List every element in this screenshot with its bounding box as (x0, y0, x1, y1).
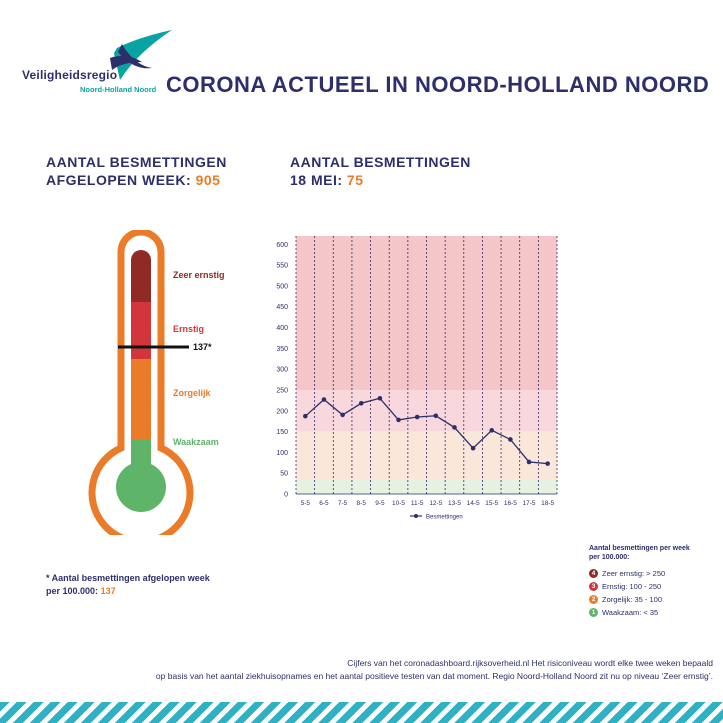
x-tick-label: 16-5 (503, 500, 517, 507)
logo-text: Veiligheidsregio (22, 68, 118, 82)
legend-item-zeer-ernstig (589, 567, 714, 580)
x-tick-label: 14-5 (466, 500, 480, 507)
data-point (396, 418, 401, 423)
decorative-stripe (0, 702, 723, 723)
level-2-icon: 2 (589, 595, 598, 604)
y-tick-label: 400 (276, 325, 288, 333)
y-tick-label: 600 (276, 241, 288, 249)
week-stat-value: 905 (195, 172, 221, 188)
x-tick-label: 7-5 (337, 500, 348, 507)
page-title: CORONA ACTUEEL IN NOORD-HOLLAND NOORD (166, 72, 710, 97)
legend-title-line-2: per 100.000: (589, 554, 630, 561)
legend-item-zorgelijk (589, 593, 714, 606)
level-label-zorgelijk: Zorgelijk (173, 388, 211, 398)
y-tick-label: 550 (276, 262, 288, 270)
legend-item-label: Zeer ernstig: > 250 (602, 569, 666, 578)
data-point (452, 425, 457, 430)
y-tick-label: 250 (276, 387, 288, 395)
day-stat-label-2: 18 MEI: (290, 172, 343, 188)
x-tick-label: 9-5 (375, 500, 385, 507)
footnote-line-2: per 100.000: (46, 586, 99, 596)
data-point (527, 460, 532, 465)
source-note-line-1: Cijfers van het coronadashboard.rijksoverheid.nl Het risiconiveau wordt elke twee weken bepaald (347, 658, 713, 668)
week-stat-label-2: AFGELOPEN WEEK: (46, 172, 192, 188)
week-stat (46, 153, 227, 189)
y-tick-label: 150 (276, 429, 288, 437)
data-point (508, 437, 513, 442)
data-point (340, 413, 345, 418)
data-point (545, 461, 550, 466)
y-tick-label: 0 (284, 491, 288, 499)
logo-subtext: Noord-Holland Noord (80, 85, 157, 94)
level-label-zeer-ernstig: Zeer ernstig (173, 270, 225, 280)
source-note (13, 657, 713, 683)
legend-item-label: Zorgelijk: 35 - 100 (602, 595, 663, 604)
thermometer-bulb (116, 462, 166, 512)
y-tick-label: 350 (276, 345, 288, 353)
level-3-icon: 3 (589, 582, 598, 591)
x-tick-label: 15-5 (485, 500, 499, 507)
y-tick-label: 100 (276, 449, 288, 457)
data-point (322, 397, 327, 402)
x-tick-label: 17-5 (522, 500, 536, 507)
footnote (46, 572, 210, 598)
level-label-waakzaam: Waakzaam (173, 437, 219, 447)
zone-zorgelijk (131, 359, 151, 439)
data-point (359, 401, 364, 406)
data-point (471, 446, 476, 451)
y-tick-label: 500 (276, 283, 288, 291)
data-point (378, 396, 383, 401)
level-label-ernstig: Ernstig (173, 324, 205, 334)
y-tick-label: 300 (276, 366, 288, 374)
x-tick-label: 12-5 (429, 500, 443, 507)
legend-item-label: Ernstig: 100 - 250 (602, 582, 662, 591)
x-tick-label: 18-5 (541, 500, 555, 507)
level-4-icon: 4 (589, 569, 598, 578)
footnote-value: 137 (100, 586, 116, 596)
thermometer-marker-label: 137* (193, 342, 212, 352)
day-stat-value: 75 (346, 172, 364, 188)
legend-title (589, 544, 714, 562)
x-tick-label: 5-5 (300, 500, 311, 507)
week-stat-label-1: AANTAL BESMETTINGEN (46, 154, 227, 170)
y-tick-label: 450 (276, 304, 288, 312)
day-stat-label-1: AANTAL BESMETTINGEN (290, 154, 471, 170)
legend-item-label: Waakzaam: < 35 (602, 608, 659, 617)
line-chart (260, 230, 560, 526)
x-tick-label: 6-5 (319, 500, 329, 507)
x-tick-label: 8-5 (356, 500, 366, 507)
data-point (415, 415, 420, 420)
chart-legend-label: Besmettingen (426, 514, 463, 521)
source-note-line-2: op basis van het aantal ziekhuisopnames en het aantal positieve testen van dat moment. Regio Noord-Holland Noord zit nu op niveau ‘Zeer ernstig’. (155, 671, 713, 681)
data-point (489, 428, 494, 433)
risk-legend (589, 544, 714, 619)
x-tick-label: 11-5 (410, 500, 424, 507)
data-point (434, 413, 439, 418)
y-tick-label: 200 (276, 408, 288, 416)
legend-title-line-1: Aantal besmettingen per week (589, 545, 690, 552)
footnote-line-1: * Aantal besmettingen afgelopen week (46, 573, 210, 583)
x-tick-label: 13-5 (447, 500, 461, 507)
legend-item-ernstig (589, 580, 714, 593)
level-1-icon: 1 (589, 608, 598, 617)
zone-zeer-ernstig (131, 250, 151, 302)
data-point (303, 414, 308, 419)
legend-marker-icon (414, 514, 418, 518)
y-tick-label: 50 (280, 470, 288, 478)
day-stat (290, 153, 471, 189)
x-tick-label: 10-5 (392, 500, 406, 507)
zone-ernstig (131, 302, 151, 359)
legend-item-waakzaam (589, 606, 714, 619)
